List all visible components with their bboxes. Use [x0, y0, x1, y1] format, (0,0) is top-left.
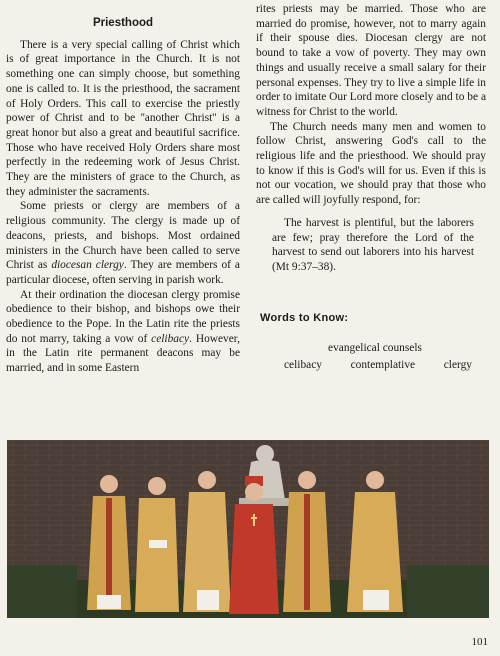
term-clergy: clergy	[443, 359, 472, 372]
term-diocesan-clergy: diocesan clergy	[51, 259, 124, 272]
words-to-know-title: Words to Know:	[260, 311, 349, 324]
paragraph-3	[6, 288, 240, 376]
grass-right	[407, 565, 489, 618]
group-photo	[7, 440, 489, 618]
terms-row-1	[256, 341, 486, 356]
paragraph-5: The Church needs many men and women to follow Christ, answering God's call to the religious life and the priesthood. We should pray to know if this is God's will for us. Even if this is not our vocation, we should pray that those who are called will joyfully respond, for:	[256, 120, 486, 207]
scripture-quote: The harvest is plentiful, but the laborers are few; pray therefore the Lord of the harvest to send out laborers into his harvest (Mt 9:37–38).	[272, 216, 474, 273]
paragraph-4: rites priests may be married. Those who are married do promise, however, not to marry again if their spouse dies. Diocesan clergy are not bound to take a vow of poverty. They may own things and usually receive a small salary for their personal expenses. They try to live a simple life in order to imitate Our Lord more closely and to be a witness for Christ to the world.	[256, 3, 486, 118]
figure-3	[183, 471, 231, 612]
paragraph-3-text-a: At their ordination the diocesan clergy promise obedience to their bishop, and bishops owe their obedience to the Pope. In the Latin rite the priests do not marry, taking a vow of	[6, 288, 240, 345]
figure-6	[347, 471, 403, 612]
right-column	[256, 2, 486, 373]
group-photo-illustration	[7, 440, 489, 618]
section-heading: Priesthood	[92, 17, 154, 29]
paragraph-1: There is a very special calling of Christ which is of great importance in the Church. It is not something one can simply choose, but something one is called to. It is the priesthood, the sacrament of Holy Orders. This call to exercise the priestly power of Christ and to be ''another Christ'' is a great honor but also a great and beautiful sacrifice. Those who have received Holy Orders share most perfectly in the redeeming work of Jesus Christ. They are the ministers of grace to the Church, as they administer the sacraments.	[6, 38, 240, 198]
term-celibacy: celibacy	[151, 332, 190, 345]
term-evangelical-counsels: evangelical counsels	[328, 342, 422, 355]
left-column	[6, 16, 240, 376]
term-contemplative: contemplative	[350, 359, 416, 372]
grass-left	[7, 565, 77, 618]
paragraph-3-text-b: . However, in the Latin rite permanent deacons may be married, and in some Eastern	[6, 332, 240, 375]
paragraph-2-text-b: . They are members of a particular diocese, often serving in parish work.	[6, 259, 240, 286]
page-number: 101	[471, 636, 488, 648]
paragraph-2	[6, 199, 240, 287]
figure-5	[283, 471, 331, 612]
term-celibacy-word: celibacy	[284, 359, 322, 372]
paragraph-2-text-a: Some priests or clergy are members of a religious community. The clergy is made up of deacons, priests, and bishops. Most ordained ministers in the Church have been called to serve Christ as	[6, 200, 240, 272]
terms-row-2	[284, 358, 472, 373]
